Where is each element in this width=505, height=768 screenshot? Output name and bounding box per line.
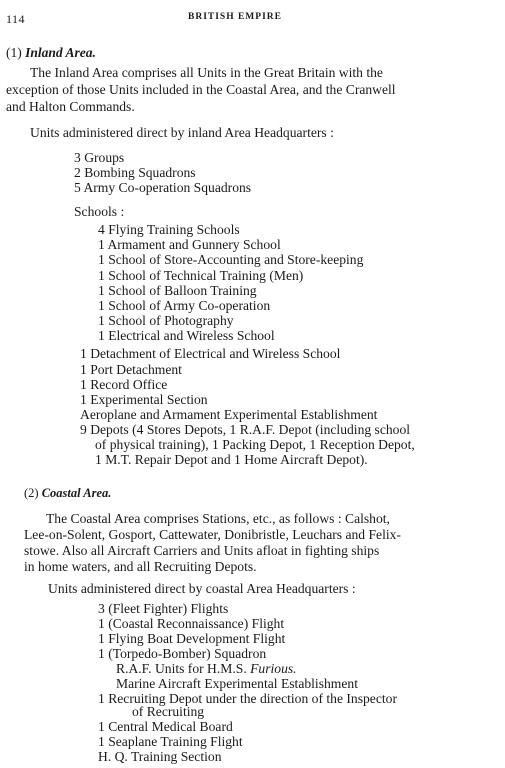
section-1-title: Inland Area.	[25, 45, 96, 60]
section-2-heading	[24, 486, 111, 501]
section-1-intro-line-1: The Inland Area comprises all Units in the Great Britain with the	[30, 65, 383, 80]
running-head: BRITISH EMPIRE	[188, 12, 282, 22]
unit-item: 3 (Fleet Fighter) Flights	[98, 601, 229, 616]
section-1-number: (1)	[6, 45, 22, 60]
section-1-intro-line-3: and Halton Commands.	[6, 99, 135, 114]
section-2-intro-line-4: in home waters, and all Recruiting Depots.	[24, 559, 257, 574]
section-1-intro-line-2: exception of those Units included in the Coastal Area, and the Cranwell	[6, 82, 396, 97]
school-item: 1 Electrical and Wireless School	[98, 328, 275, 343]
unit-item: 1 Seaplane Training Flight	[98, 734, 243, 749]
section-2-number: (2)	[24, 486, 39, 500]
section-1-heading	[6, 45, 96, 61]
section-2-intro-line-3: stowe. Also all Aircraft Carriers and Units afloat in fighting ships	[24, 543, 380, 558]
unit-item-continuation: of Recruiting	[132, 704, 205, 719]
unit-item: Aeroplane and Armament Experimental Establishment	[80, 407, 378, 422]
unit-item: 1 (Torpedo-Bomber) Squadron	[98, 646, 267, 661]
school-item: 1 School of Photography	[98, 313, 234, 328]
unit-item: 1 Port Detachment	[80, 362, 182, 377]
unit-item: 9 Depots (4 Stores Depots, 1 R.A.F. Depot (including school	[80, 422, 411, 437]
unit-item-text: R.A.F. Units for H.M.S.	[116, 661, 247, 676]
unit-item: H. Q. Training Section	[98, 749, 222, 764]
school-item: 1 School of Technical Training (Men)	[98, 268, 304, 283]
unit-item: 1 Central Medical Board	[98, 719, 233, 734]
unit-item-continuation: 1 M.T. Repair Depot and 1 Home Aircraft Depot).	[95, 452, 368, 467]
unit-item: 2 Bombing Squadrons	[74, 165, 196, 180]
unit-item-continuation: of physical training), 1 Packing Depot, 1 Reception Depot,	[95, 437, 415, 452]
page-number: 114	[6, 12, 26, 26]
section-1-units-heading: Units administered direct by inland Area Headquarters :	[30, 125, 334, 140]
section-2-intro-line-2: Lee-on-Solent, Gosport, Cattewater, Donibristle, Leuchars and Felix-	[24, 527, 401, 542]
school-item: 1 Armament and Gunnery School	[98, 237, 281, 252]
school-item: 4 Flying Training Schools	[98, 222, 240, 237]
unit-item: 1 Recruiting Depot under the direction of the Inspector	[98, 691, 397, 706]
school-item: 1 School of Balloon Training	[98, 283, 257, 298]
section-2-units-heading: Units administered direct by coastal Area Headquarters :	[48, 581, 356, 596]
unit-item: 1 Experimental Section	[80, 392, 208, 407]
unit-item: Marine Aircraft Experimental Establishment	[116, 676, 358, 691]
school-item: 1 School of Army Co-operation	[98, 298, 271, 313]
section-2-intro-line-1: The Coastal Area comprises Stations, etc., as follows : Calshot,	[46, 511, 390, 526]
unit-item: 3 Groups	[74, 150, 125, 165]
school-item: 1 School of Store-Accounting and Store-keeping	[98, 252, 364, 267]
ship-name: Furious.	[250, 661, 297, 676]
section-2-title: Coastal Area.	[41, 486, 112, 500]
unit-item	[116, 661, 297, 677]
unit-item: 1 (Coastal Reconnaissance) Flight	[98, 616, 285, 631]
unit-item: 1 Record Office	[80, 377, 168, 392]
schools-heading: Schools :	[74, 204, 125, 219]
unit-item: 1 Detachment of Electrical and Wireless School	[80, 346, 341, 361]
unit-item: 5 Army Co-operation Squadrons	[74, 180, 252, 195]
unit-item: 1 Flying Boat Development Flight	[98, 631, 286, 646]
